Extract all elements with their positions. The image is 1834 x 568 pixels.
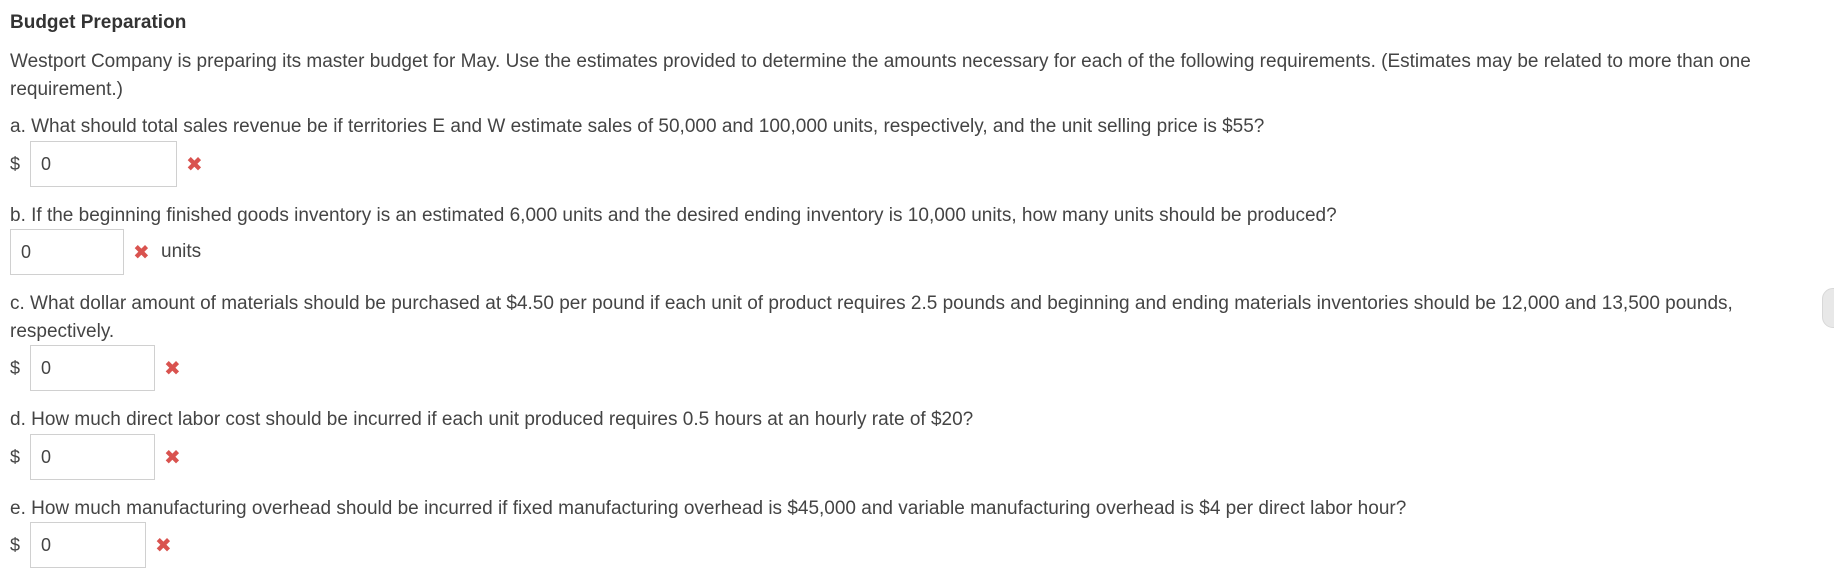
answer-d-input[interactable]: 0: [30, 434, 155, 480]
currency-symbol: $: [10, 534, 21, 555]
question-c-text: c. What dollar amount of materials should be purchased at $4.50 per pound if each unit of product requires 2.5 pounds and beginning and ending materials inventories should be 12,000 and 13,500 pounds, respectively.: [10, 293, 1733, 342]
answer-e-row: [10, 522, 171, 568]
question-e-text: e. How much manufacturing overhead should be incurred if fixed manufacturing overhead is $45,000 and variable manufacturing overhead is $4 per direct labor hour?: [10, 498, 1407, 519]
side-panel-handle[interactable]: [1822, 288, 1834, 328]
question-b-text: b. If the beginning finished goods inventory is an estimated 6,000 units and the desired ending inventory is 10,000 units, how many units should be produced?: [10, 205, 1337, 226]
answer-a-row: [10, 141, 202, 187]
currency-symbol: $: [10, 153, 21, 174]
close-icon: ✖: [164, 357, 181, 380]
answer-d-row: [10, 434, 180, 480]
unit-label: units: [161, 241, 202, 262]
problem-intro: Westport Company is preparing its master budget for May. Use the estimates provided to determine the amounts necessary for each of the following requirements. (Estimates may be related to more than one requirement.): [10, 51, 1751, 100]
currency-symbol: $: [10, 357, 21, 378]
answer-b-row: [10, 229, 201, 275]
answer-b-input[interactable]: 0: [10, 229, 124, 275]
answer-a-input[interactable]: 0: [30, 141, 177, 187]
close-icon: ✖: [155, 534, 172, 557]
question-a-text: a. What should total sales revenue be if territories E and W estimate sales of 50,000 and 100,000 units, respectively, and the unit selling price is $55?: [10, 116, 1265, 137]
answer-c-row: [10, 345, 180, 391]
page-title: Budget Preparation: [10, 12, 187, 33]
answer-e-input[interactable]: 0: [30, 522, 146, 568]
question-d-text: d. How much direct labor cost should be incurred if each unit produced requires 0.5 hours at an hourly rate of $20?: [10, 409, 974, 430]
currency-symbol: $: [10, 446, 21, 467]
close-icon: ✖: [186, 153, 203, 176]
close-icon: ✖: [164, 446, 181, 469]
answer-c-input[interactable]: 0: [30, 345, 155, 391]
close-icon: ✖: [133, 241, 150, 264]
